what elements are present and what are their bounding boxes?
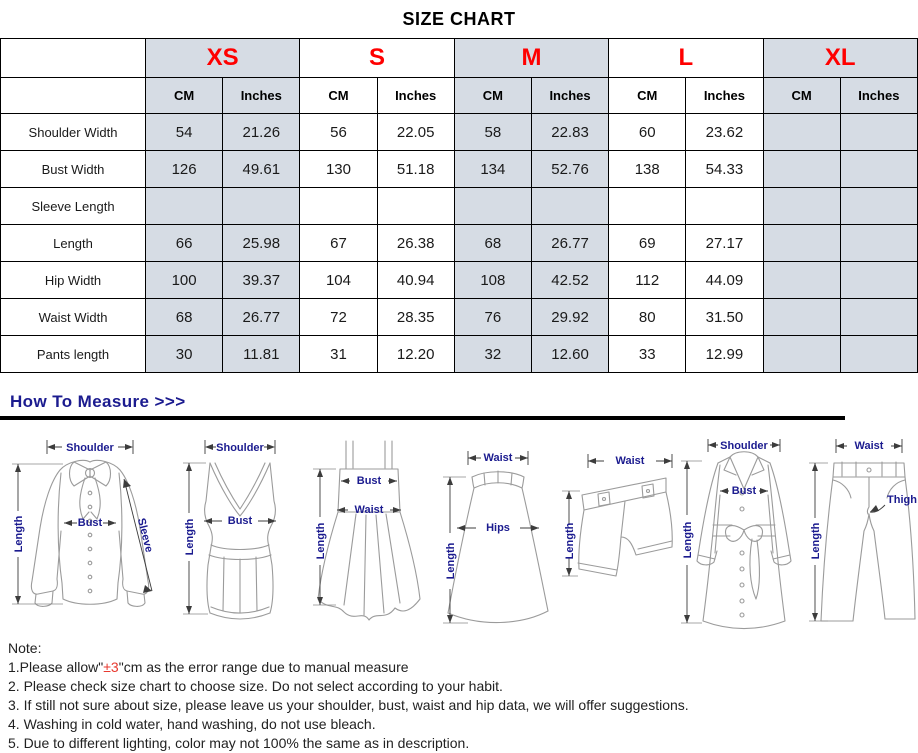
size-header-xs: XS	[146, 39, 300, 78]
unit-header: CM	[763, 78, 840, 114]
row-label: Length	[1, 225, 146, 262]
size-table	[0, 38, 918, 373]
size-cell: 25.98	[223, 225, 300, 262]
size-cell: 26.38	[377, 225, 454, 262]
notes-heading: Note:	[8, 640, 42, 656]
measure-label: Thigh	[887, 494, 917, 506]
size-header-xl: XL	[763, 39, 918, 78]
table-row	[1, 299, 918, 336]
size-cell: 30	[146, 336, 223, 373]
unit-header: Inches	[223, 78, 300, 114]
notes-section	[8, 639, 918, 753]
size-cell	[763, 299, 840, 336]
size-cell: 51.18	[377, 151, 454, 188]
unit-header: Inches	[377, 78, 454, 114]
size-cell: 49.61	[223, 151, 300, 188]
size-cell: 21.26	[223, 114, 300, 151]
size-cell	[840, 262, 917, 299]
size-cell: 32	[454, 336, 531, 373]
how-to-measure-heading: How To Measure >>>	[10, 392, 186, 411]
unit-header: CM	[300, 78, 377, 114]
note-line-5: 5. Due to different lighting, color may not 100% the same as in description.	[8, 735, 470, 751]
size-cell: 23.62	[686, 114, 763, 151]
measure-label: Waist	[854, 440, 884, 452]
size-cell	[763, 151, 840, 188]
size-cell	[454, 188, 531, 225]
size-cell: 44.09	[686, 262, 763, 299]
page-title: SIZE CHART	[402, 9, 516, 29]
table-row	[1, 114, 918, 151]
unit-header: CM	[146, 78, 223, 114]
size-cell: 22.05	[377, 114, 454, 151]
corner-cell	[1, 78, 146, 114]
size-cell	[763, 114, 840, 151]
size-cell: 42.52	[531, 262, 608, 299]
table-row	[1, 188, 918, 225]
size-cell: 12.99	[686, 336, 763, 373]
unit-header-row	[1, 78, 918, 114]
size-cell	[840, 114, 917, 151]
measure-label: Waist	[483, 452, 513, 464]
size-cell	[763, 225, 840, 262]
measure-label: Length	[184, 518, 196, 556]
table-row	[1, 262, 918, 299]
measure-label: Length	[13, 515, 25, 553]
measure-label: Waist	[615, 455, 645, 467]
unit-header: Inches	[531, 78, 608, 114]
shorts-figure	[552, 433, 677, 635]
size-cell: 56	[300, 114, 377, 151]
size-cell: 52.76	[531, 151, 608, 188]
size-cell	[146, 188, 223, 225]
tank-top-figure	[180, 433, 300, 635]
note-line-1: 1.Please allow"±3"cm as the error range due to manual measure	[8, 659, 409, 675]
size-cell	[609, 188, 686, 225]
size-cell: 12.20	[377, 336, 454, 373]
measure-label: Waist	[354, 504, 384, 516]
size-cell: 76	[454, 299, 531, 336]
size-cell: 12.60	[531, 336, 608, 373]
size-cell	[377, 188, 454, 225]
measure-figures	[0, 433, 918, 635]
skirt-figure	[436, 433, 559, 635]
size-cell: 22.83	[531, 114, 608, 151]
dress-figure	[308, 433, 430, 635]
size-cell: 31	[300, 336, 377, 373]
size-header-l: L	[609, 39, 763, 78]
measure-label: Shoulder	[216, 442, 264, 454]
size-cell: 126	[146, 151, 223, 188]
note-line-2: 2. Please check size chart to choose size. Do not select according to your habit.	[8, 678, 503, 694]
size-header-m: M	[454, 39, 608, 78]
size-cell: 58	[454, 114, 531, 151]
row-label: Pants length	[1, 336, 146, 373]
row-label: Bust Width	[1, 151, 146, 188]
size-cell: 104	[300, 262, 377, 299]
measure-label: Bust	[731, 485, 757, 497]
unit-header: Inches	[686, 78, 763, 114]
size-cell: 54	[146, 114, 223, 151]
size-cell	[300, 188, 377, 225]
size-cell: 112	[609, 262, 686, 299]
size-cell: 31.50	[686, 299, 763, 336]
size-cell: 60	[609, 114, 686, 151]
size-cell: 100	[146, 262, 223, 299]
size-cell	[840, 336, 917, 373]
measure-label: Length	[445, 542, 457, 580]
measure-label: Length	[810, 522, 822, 560]
size-cell: 80	[609, 299, 686, 336]
note-line-3: 3. If still not sure about size, please leave us your shoulder, bust, waist and hip data, we will offer suggestions.	[8, 697, 689, 713]
divider-rule	[0, 416, 845, 420]
size-cell: 28.35	[377, 299, 454, 336]
size-cell: 26.77	[531, 225, 608, 262]
size-cell: 40.94	[377, 262, 454, 299]
row-label: Waist Width	[1, 299, 146, 336]
size-cell	[531, 188, 608, 225]
size-cell: 72	[300, 299, 377, 336]
coat-figure	[678, 433, 805, 635]
size-cell: 130	[300, 151, 377, 188]
note-line-4: 4. Washing in cold water, hand washing, do not use bleach.	[8, 716, 376, 732]
size-cell	[223, 188, 300, 225]
measure-label: Length	[682, 521, 694, 559]
size-header-row	[1, 39, 918, 78]
size-cell: 54.33	[686, 151, 763, 188]
size-cell: 67	[300, 225, 377, 262]
size-cell	[840, 225, 917, 262]
size-cell	[840, 151, 917, 188]
size-cell	[686, 188, 763, 225]
row-label: Sleeve Length	[1, 188, 146, 225]
size-cell: 27.17	[686, 225, 763, 262]
table-row	[1, 151, 918, 188]
size-cell: 11.81	[223, 336, 300, 373]
size-cell: 66	[146, 225, 223, 262]
size-cell: 39.37	[223, 262, 300, 299]
size-cell: 68	[146, 299, 223, 336]
blouse-figure	[5, 433, 175, 635]
measure-label: Shoulder	[66, 442, 114, 454]
size-cell: 134	[454, 151, 531, 188]
measure-label: Bust	[77, 517, 103, 529]
measure-label: Length	[564, 522, 576, 560]
measure-label: Shoulder	[720, 440, 768, 452]
unit-header: Inches	[840, 78, 917, 114]
measure-label: Bust	[356, 475, 382, 487]
size-cell: 26.77	[223, 299, 300, 336]
unit-header: CM	[454, 78, 531, 114]
corner-cell	[1, 39, 146, 78]
size-cell: 68	[454, 225, 531, 262]
size-cell	[763, 188, 840, 225]
unit-header: CM	[609, 78, 686, 114]
size-cell	[763, 262, 840, 299]
measure-label: Length	[315, 522, 327, 560]
size-cell	[840, 299, 917, 336]
size-cell	[763, 336, 840, 373]
size-cell: 69	[609, 225, 686, 262]
error-range-value: ±3	[103, 659, 119, 675]
size-header-s: S	[300, 39, 454, 78]
measure-label: Bust	[227, 515, 253, 527]
size-cell	[840, 188, 917, 225]
table-row	[1, 336, 918, 373]
measure-label: Sleeve	[134, 516, 155, 554]
row-label: Shoulder Width	[1, 114, 146, 151]
size-cell: 138	[609, 151, 686, 188]
size-cell: 108	[454, 262, 531, 299]
table-row	[1, 225, 918, 262]
pants-figure	[806, 433, 918, 635]
size-cell: 33	[609, 336, 686, 373]
size-cell: 29.92	[531, 299, 608, 336]
row-label: Hip Width	[1, 262, 146, 299]
measure-label: Hips	[486, 522, 510, 534]
